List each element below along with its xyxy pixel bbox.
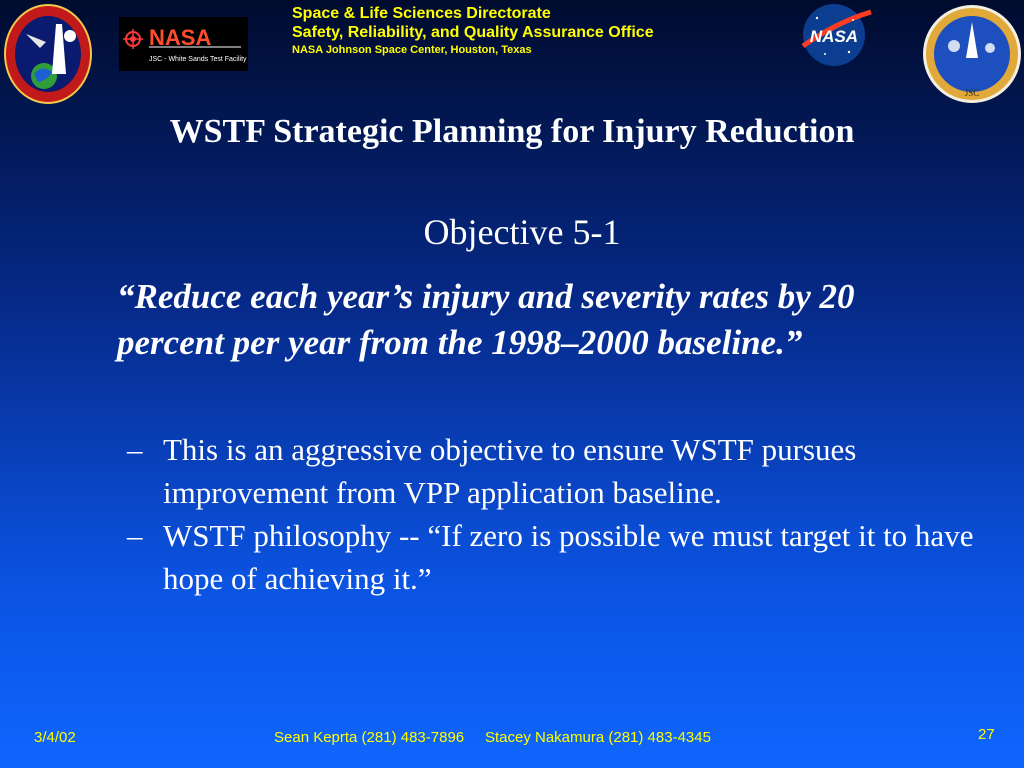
slide-title: WSTF Strategic Planning for Injury Reduction xyxy=(169,113,855,150)
bullet-dash: – xyxy=(127,518,143,553)
office-name: Safety, Reliability, and Quality Assurance Office xyxy=(292,24,654,41)
nasa-meatball-logo xyxy=(797,2,872,68)
bullet-dash: – xyxy=(127,432,143,467)
page-number: 27 xyxy=(978,726,995,743)
objective-heading: Objective 5-1 xyxy=(423,212,621,252)
bullet-text: This is an aggressive objective to ensure WSTF pursues improvement from VPP application baseline. xyxy=(163,432,857,510)
footer-date: 3/4/02 xyxy=(34,729,76,746)
jsc-seal-text: JSC xyxy=(964,88,980,98)
bullet-text: WSTF philosophy -- “If zero is possible we must target it to have hope of achieving it.” xyxy=(163,518,974,596)
bullet-list xyxy=(127,428,1007,600)
jsc-seal-logo xyxy=(922,4,1022,104)
directorate-name: Space & Life Sciences Directorate xyxy=(292,5,551,22)
objective-quote: “Reduce each year’s injury and severity rates by 20 percent per year from the 1998–2000 baseline.” xyxy=(117,277,855,362)
bullet-item xyxy=(127,514,1007,600)
header-text xyxy=(292,4,654,58)
wstf-logo-wordmark: NASA xyxy=(149,25,212,50)
srqa-seal-logo xyxy=(4,4,92,104)
center-location: NASA Johnson Space Center, Houston, Texas xyxy=(292,44,532,56)
wstf-logo-subtext: JSC - White Sands Test Facility xyxy=(149,56,247,63)
bullet-item xyxy=(127,428,1007,514)
nasa-wordmark: NASA xyxy=(809,27,859,46)
wstf-nasa-logo xyxy=(119,17,248,71)
footer-contacts: Sean Keprta (281) 483-7896 Stacey Nakamura (281) 483-4345 xyxy=(274,729,711,746)
